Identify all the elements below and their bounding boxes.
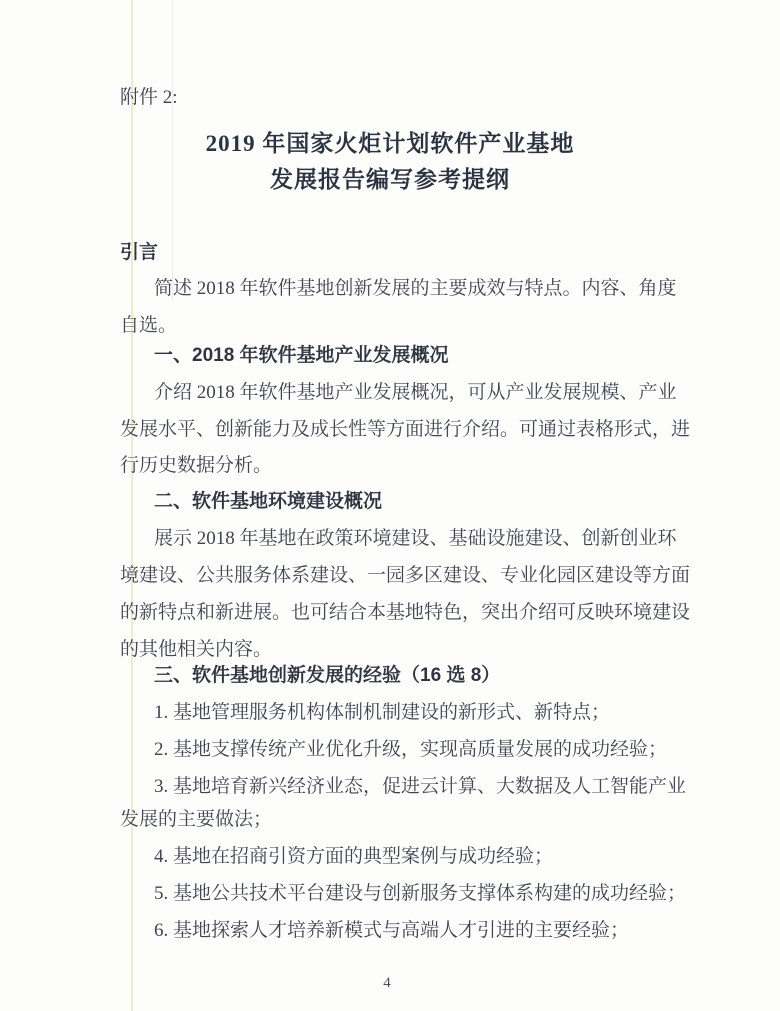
section1-text-line2: 发展水平、创新能力及成长性等方面进行介绍。可通过表格形式，进: [120, 419, 691, 440]
section2-text-line3: 的新特点和新进展。也可结合本基地特色，突出介绍可反映环境建设: [120, 602, 691, 623]
section3-item1: 1. 基地管理服务机构体制机制建设的新形式、新特点；: [154, 702, 611, 723]
section1-heading: 一、2018 年软件基地产业发展概况: [154, 345, 449, 366]
section2-text-line4: 的其他相关内容。: [120, 639, 273, 660]
section3-item4: 4. 基地在招商引资方面的典型案例与成功经验；: [154, 846, 554, 867]
doc-title-line2: 发展报告编写参考提纲: [270, 167, 510, 192]
doc-title-line1: 2019 年国家火炬计划软件产业基地: [205, 131, 575, 156]
section3-item3-line1: 3. 基地培育新兴经济业态，促进云计算、大数据及人工智能产业: [154, 776, 687, 797]
section2-text-line2: 境建设、公共服务体系建设、一园多区建设、专业化园区建设等方面: [120, 565, 691, 586]
section3-item6: 6. 基地探索人才培养新模式与高端人才引进的主要经验；: [154, 920, 630, 941]
section2-heading: 二、软件基地环境建设概况: [154, 491, 383, 512]
section3-item5: 5. 基地公共技术平台建设与创新服务支撑体系构建的成功经验；: [154, 883, 687, 904]
section3-item3-line2: 发展的主要做法；: [120, 809, 273, 830]
intro-heading: 引言: [120, 242, 159, 263]
section2-text-line1: 展示 2018 年基地在政策环境建设、基础设施建设、创新创业环: [154, 528, 677, 549]
section3-item2: 2. 基地支撑传统产业优化升级，实现高质量发展的成功经验；: [154, 739, 668, 760]
intro-text-line2: 自选。: [120, 315, 178, 336]
attachment-label: 附件 2:: [120, 87, 178, 108]
section1-text-line3: 行历史数据分析。: [120, 455, 273, 476]
intro-text-line1: 简述 2018 年软件基地创新发展的主要成效与特点。内容、角度: [154, 278, 677, 299]
page-number: 4: [383, 975, 391, 991]
section1-text-line1: 介绍 2018 年软件基地产业发展概况，可从产业发展规模、产业: [154, 382, 677, 403]
section3-heading: 三、软件基地创新发展的经验（16 选 8）: [154, 665, 501, 686]
